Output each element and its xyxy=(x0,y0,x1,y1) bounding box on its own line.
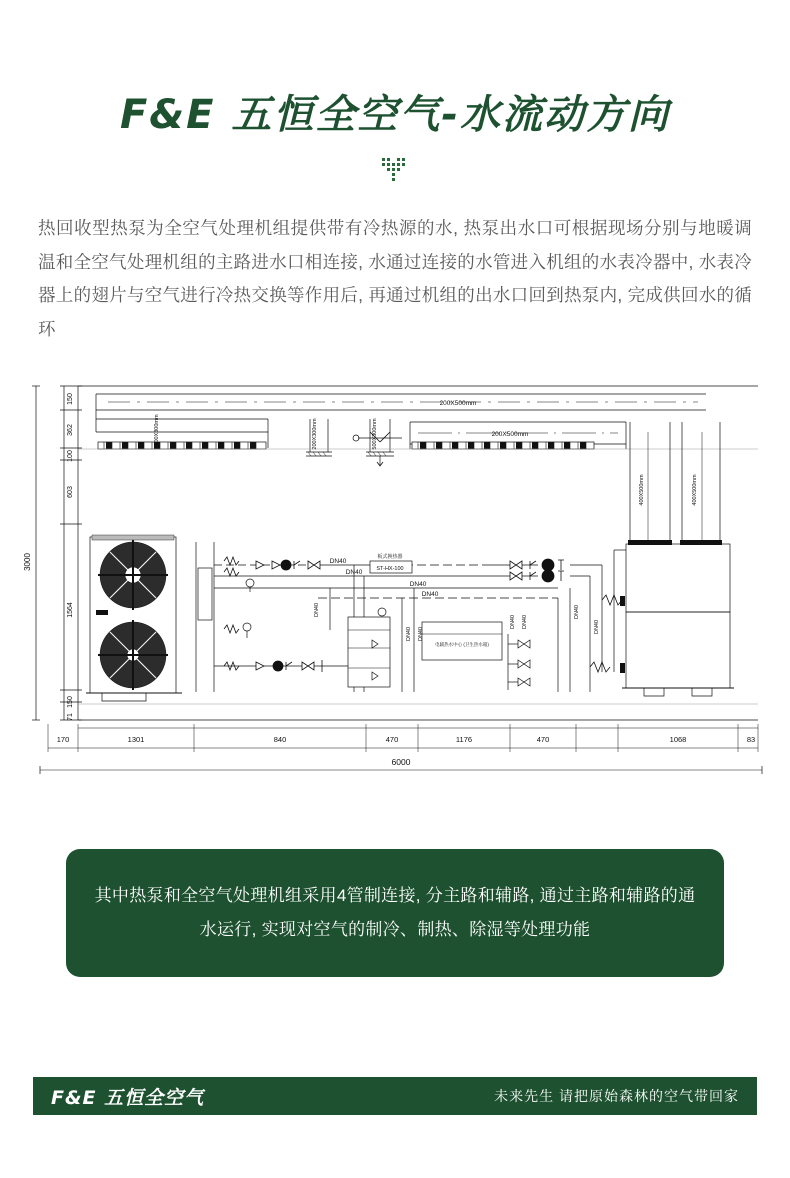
dim-h-170: 170 xyxy=(56,735,70,745)
duct-label-200x300: 200X300mm xyxy=(312,418,318,450)
duct-label-200x500-a: 200X500mm xyxy=(439,400,477,408)
pipe-label-dn40-5: DN40 xyxy=(314,603,320,618)
callout-line-2: 水运行, 实现对空气的制冷、制热、除湿等处理功能 xyxy=(199,920,591,940)
pipe-label-dn40-11: DN40 xyxy=(594,620,600,635)
pipe-label-dn40-6: DN40 xyxy=(406,627,412,642)
pipe-label-dn40-9: DN40 xyxy=(522,615,528,630)
equip-tag-water-center: 电辅热水中心 (卫生热水箱) xyxy=(435,642,489,648)
footer-tagline: 未来先生 请把原始森林的空气带回家 xyxy=(494,1088,739,1104)
dim-v-150: 150 xyxy=(67,393,74,406)
callout-line-1: 其中热泵和全空气处理机组采用4管制连接, 分主路和辅路, 通过主路和辅路的通 xyxy=(94,886,696,906)
duct-label-400x500-a: 400X500mm xyxy=(639,474,645,506)
dim-h-83: 83 xyxy=(746,735,756,745)
dim-h-470b: 470 xyxy=(536,735,550,745)
dim-v-603: 603 xyxy=(67,486,74,499)
pipe-label-dn40-2: DN40 xyxy=(345,569,363,577)
pipe-label-dn40-3: DN40 xyxy=(409,581,427,589)
duct-label-500x300-b: 500X300mm xyxy=(372,418,378,450)
duct-label-400x500-b: 400X500mm xyxy=(692,474,698,506)
title-block xyxy=(0,0,790,182)
pipe-label-dn40-7: DN40 xyxy=(418,627,424,642)
dim-h-1176: 1176 xyxy=(455,735,473,745)
dim-h-1301: 1301 xyxy=(127,735,145,745)
footer-logo: F&E 五恒全空气 xyxy=(51,1086,205,1109)
equip-tag-heat-exchanger: 板式换热器 xyxy=(377,554,403,561)
equip-tag-st-hx-100: ST-HX-100 xyxy=(376,566,404,573)
dim-v-1564: 1564 xyxy=(67,602,74,619)
v-dot-ornament-icon xyxy=(380,156,410,182)
footer-bar xyxy=(33,1077,757,1115)
page-title: F&E 五恒全空气-水流动方向 xyxy=(119,92,671,138)
dim-v-100: 100 xyxy=(67,450,74,463)
dim-h-840: 840 xyxy=(273,735,287,745)
pipe-label-dn40-10: DN40 xyxy=(574,605,580,620)
duct-label-500x300-a: 500X300mm xyxy=(154,414,160,446)
dim-v-362: 362 xyxy=(67,424,74,437)
pipe-label-dn40-1: DN40 xyxy=(329,558,347,566)
dim-overall-width: 6000 xyxy=(391,757,411,768)
dim-h-1068: 1068 xyxy=(669,735,687,745)
pipe-label-dn40-4: DN40 xyxy=(421,591,439,599)
dim-overall-height: 3000 xyxy=(23,553,32,572)
technical-drawing xyxy=(18,372,772,787)
dim-v-150b: 150 xyxy=(67,696,74,709)
intro-paragraph: 热回收型热泵为全空气处理机组提供带有冷热源的水, 热泵出水口可根据现场分别与地暖调温和全空气处理机组的主路进水口相连接, 水通过连接的水管进入机组的水表冷器中, 水表冷器上的翅片与空气进行冷热交换等作用后, 再通过机组的出水口回到热泵内, 完成供回水的循环 xyxy=(38,218,752,339)
callout-box xyxy=(66,849,724,977)
dim-h-470: 470 xyxy=(385,735,399,745)
duct-label-200x500-b: 200X500mm xyxy=(491,431,529,439)
pipe-label-dn40-8: DN40 xyxy=(510,615,516,630)
dim-v-71: 71 xyxy=(67,713,74,722)
